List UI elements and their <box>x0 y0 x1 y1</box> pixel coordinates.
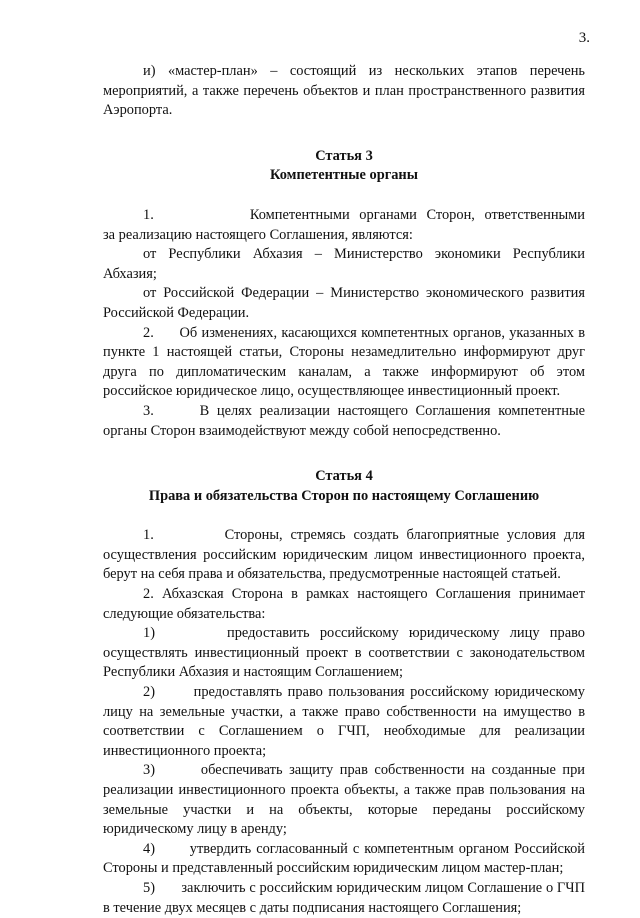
document-body <box>103 62 585 918</box>
article-4-item-3: 3) обеспечивать защиту прав собственности на созданные при реализации инвестиционного проекта объекты, а также прав пользования на земельные участки и на объекты, которые переданы российскому юридическому лицу в аренду; <box>103 762 585 838</box>
article-4-item-4: 4) утвердить согласованный с компетентным органом Российской Стороны и представленный российским юридическим лицом мастер-план; <box>103 840 585 877</box>
article-4-paragraph-2: 2. Абхазская Сторона в рамках настоящего Соглашения принимает следующие обязательства: <box>103 586 585 622</box>
paragraph-intro: и) «мастер-план» – состоящий из нескольких этапов перечень мероприятий, а также перечень объектов и план пространственного развития Аэропорта. <box>103 63 585 119</box>
article-3-label: Статья 3 <box>315 147 373 164</box>
article-3-paragraph-2: 2. Об изменениях, касающихся компетентных органов, указанных в пункте 1 настоящей статьи, Стороны незамедлительно информируют друг друга по дипломатическим каналам, а также информируют об этом российское юридическое лицо, осуществляющее инвестиционный проект. <box>103 324 585 400</box>
article-4-label: Статья 4 <box>315 468 373 485</box>
article-4-item-2: 2) предоставлять право пользования российскому юридическому лицу на земельные участки, а также право собственности на имущество в соответствии с Соглашением о ГЧП, необходимые для реализации инвестиционного проекта; <box>103 684 585 759</box>
article-3-paragraph-1-abkhazia: от Республики Абхазия – Министерство экономики Республики Абхазия; <box>103 246 585 282</box>
article-4-paragraph-1: 1. Стороны, стремясь создать благоприятные условия для осуществления российским юридическим лицом инвестиционного проекта, берут на себя права и обязательства, предусмотренные настоящей статьей. <box>103 527 585 583</box>
article-3-title: Компетентные органы <box>270 167 418 184</box>
page-number: 3. <box>578 30 590 46</box>
article-3-paragraph-1-first-line: 1. Компетентными органами Сторон, ответственными <box>143 206 585 223</box>
article-4-item-1: 1) предоставить российскому юридическому лицу право осуществлять инвестиционный проект в соответствии с законодательством Республики Абхазия и настоящим Соглашением; <box>103 625 585 681</box>
article-3-paragraph-1-rest: за реализацию настоящего Соглашения, являются: <box>103 226 413 243</box>
article-3-paragraph-1-russia: от Российской Федерации – Министерство экономического развития Российской Федерации. <box>103 285 585 321</box>
article-3-paragraph-3: 3. В целях реализации настоящего Соглашения компетентные органы Сторон взаимодействуют между собой непосредственно. <box>103 402 585 439</box>
article-4-title: Права и обязательства Сторон по настоящему Соглашению <box>148 487 540 504</box>
article-4-item-5: 5) заключить с российским юридическим лицом Соглашение о ГЧП в течение двух месяцев с даты подписания настоящего Соглашения; <box>103 879 585 916</box>
